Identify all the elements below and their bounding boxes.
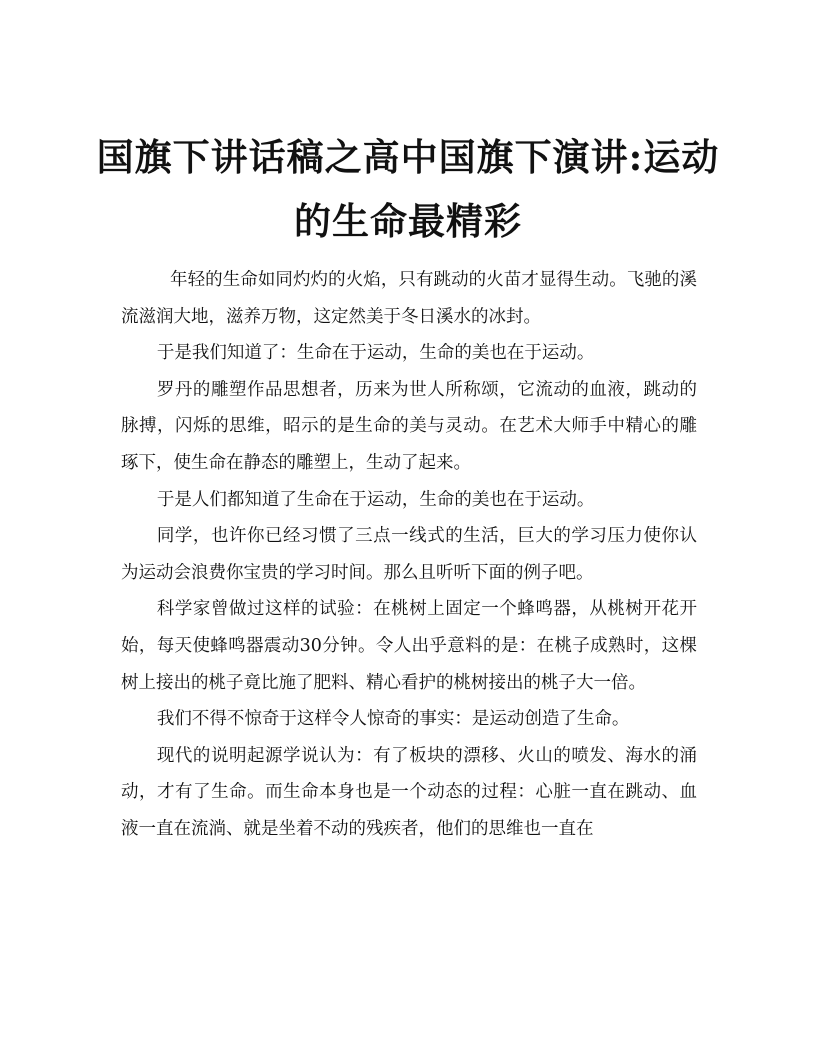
- paragraph: 我们不得不惊奇于这样令人惊奇的事实：是运动创造了生命。: [156, 709, 630, 730]
- paragraph: 于是人们都知道了生命在于运动，生命的美也在于运动。: [156, 489, 595, 510]
- paragraph: 年轻的生命如同灼灼的火焰，只有跳动的火苗才显得生动。飞驰的溪流滋润大地，滋养万物，这定然美于冬日溪水的冰封。: [121, 270, 697, 327]
- paragraph: 罗丹的雕塑作品思想者，历来为世人所称颂，它流动的血液，跳动的脉搏，闪烁的思维，昭示的是生命的美与灵动。在艺术大师手中精心的雕琢下，使生命在静态的雕塑上，生动了起来。: [121, 379, 697, 473]
- paragraph: 同学，也许你已经习惯了三点一线式的生活，巨大的学习压力使你认为运动会浪费你宝贵的学习时间。那么且听听下面的例子吧。: [121, 526, 697, 583]
- paragraph: 科学家曾做过这样的试验：在桃树上固定一个蜂鸣器，从桃树开花开始，每天使蜂鸣器震动30分钟。令人出乎意料的是：在桃子成熟时，这棵树上接出的桃子竟比施了肥料、精心看护的桃树接出的桃子大一倍。: [121, 599, 697, 693]
- document-body: [121, 262, 697, 848]
- paragraph: 现代的说明起源学说认为：有了板块的漂移、火山的喷发、海水的涌动，才有了生命。而生命本身也是一个动态的过程：心脏一直在跳动、血液一直在流淌、就是坐着不动的残疾者，他们的思维也一直在: [121, 745, 697, 839]
- paragraph: 于是我们知道了：生命在于运动，生命的美也在于运动。: [156, 343, 595, 364]
- document-title: 国旗下讲话稿之高中国旗下演讲:运动的生命最精彩: [96, 134, 720, 243]
